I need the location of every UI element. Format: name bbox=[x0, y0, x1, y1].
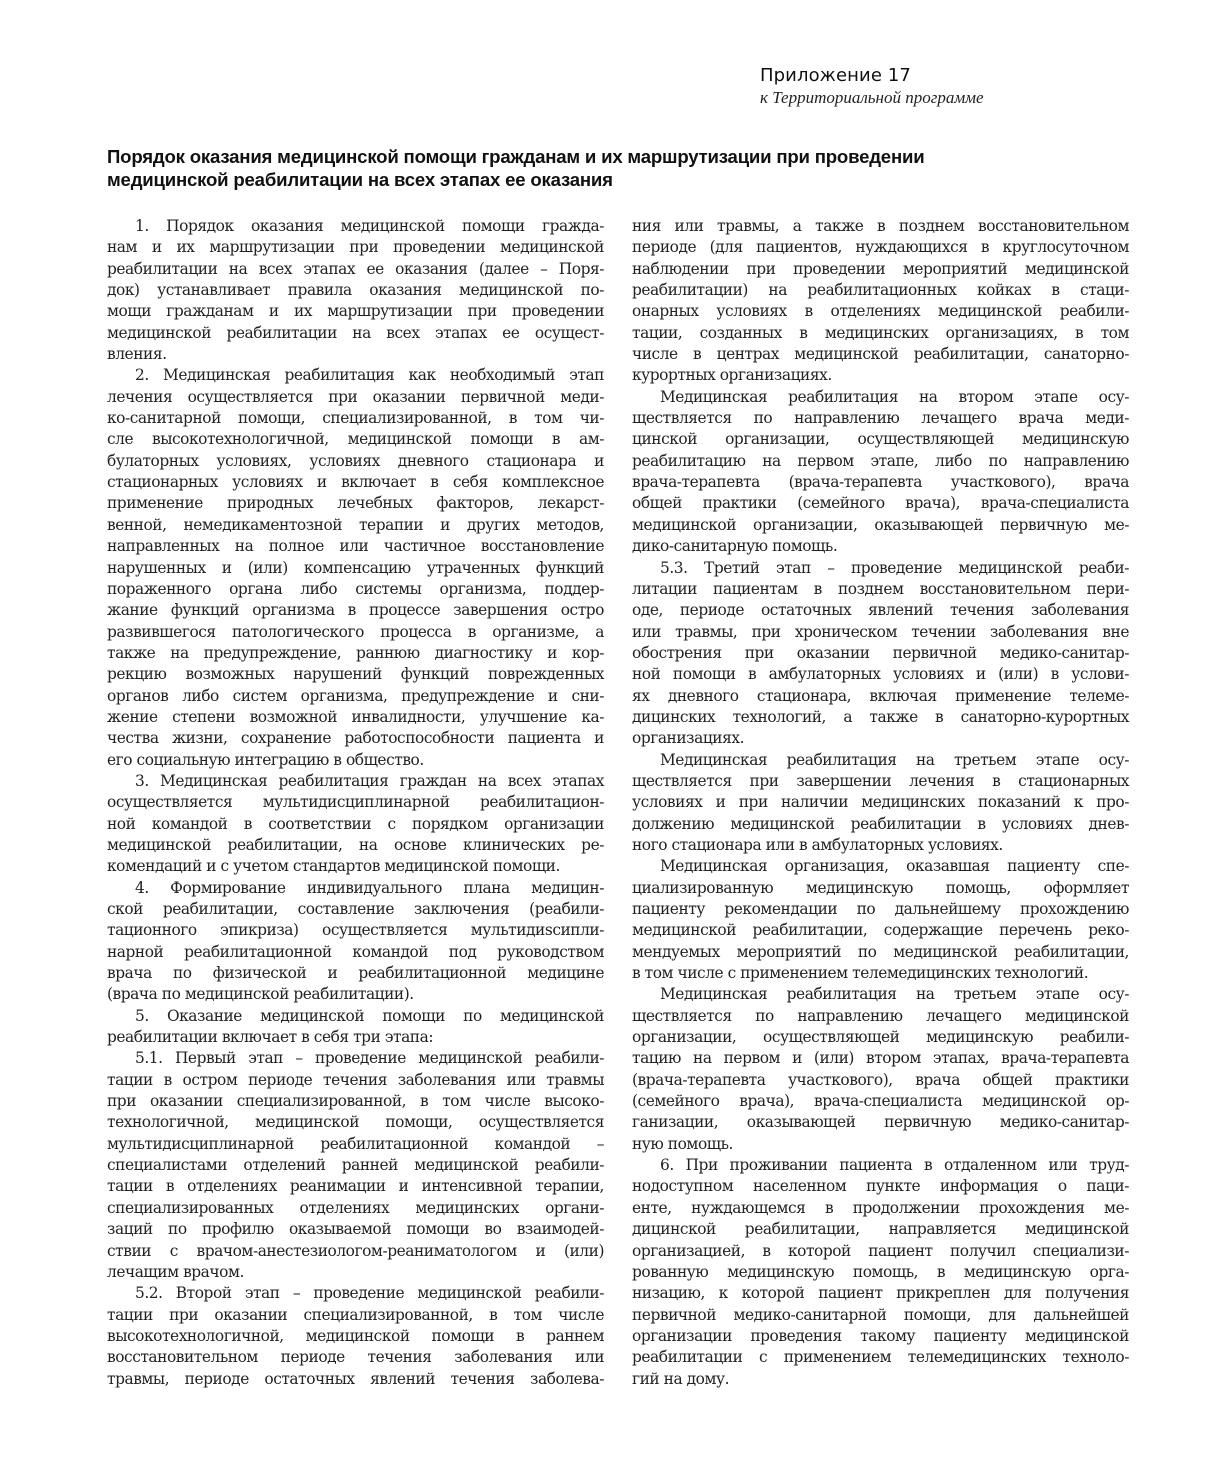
text-line: енте, нуждающемся в продолжении прохождения ме- bbox=[632, 1198, 1129, 1217]
text-line: тации при оказании специализированной, в том числе bbox=[107, 1305, 604, 1324]
text-line: обострения при оказании первичной медико-санитар- bbox=[632, 643, 1129, 662]
appendix-header bbox=[760, 64, 1060, 108]
text-line: первичной медико-санитарной помощи, для дальнейшей bbox=[632, 1305, 1129, 1324]
text-line: реабилитации на всех этапах ее оказания (далее – Поря- bbox=[107, 259, 604, 278]
appendix-title: Приложение 17 bbox=[760, 65, 911, 86]
text-line: ной помощи в амбулаторных условиях и (или) в услови- bbox=[632, 665, 1129, 684]
text-line: рекцию возможных нарушений функций поврежденных bbox=[107, 665, 604, 684]
text-line: булаторных условиях, условиях дневного стационара и bbox=[107, 451, 604, 470]
text-line: числе в центрах медицинской реабилитации, санаторно- bbox=[632, 345, 1129, 364]
text-line: организацией, в которой пациент получил специализи- bbox=[632, 1241, 1129, 1260]
text-line: комендаций и с учетом стандартов медицинской помощи. bbox=[107, 857, 560, 876]
text-line: ко-санитарной помощи, специализированной, в том чи- bbox=[107, 409, 604, 428]
text-line: высокотехнологичной, медицинской помощи в раннем bbox=[107, 1326, 604, 1345]
text-line: тации в остром периоде течения заболевания или травмы bbox=[107, 1070, 604, 1089]
text-line: в том числе с применением телемедицинских технологий. bbox=[632, 964, 1089, 983]
text-line: литации пациентам в позднем восстановительном пери- bbox=[632, 579, 1129, 598]
text-line: наблюдении при проведении мероприятий медицинской bbox=[632, 259, 1129, 278]
text-line: нарной реабилитационной командой под руководством bbox=[107, 942, 604, 961]
text-line: сле высокотехнологичной, медицинской помощи в ам- bbox=[107, 430, 604, 449]
text-line: ной командой в соответствии с порядком организации bbox=[107, 814, 604, 833]
text-line: органов либо систем организма, предупреждение и сни- bbox=[107, 686, 604, 705]
paragraph-p5-2 bbox=[107, 1283, 604, 1390]
text-line: 5.1. Первый этап – проведение медицинской реабили- bbox=[135, 1049, 604, 1068]
text-line: вления. bbox=[107, 345, 167, 364]
paragraph-p4 bbox=[107, 878, 604, 1006]
text-line: организации, осуществляющей медицинскую реабили- bbox=[632, 1028, 1129, 1047]
text-line: оде, периоде остаточных явлений течения заболевания bbox=[632, 601, 1129, 620]
document-title-line: Порядок оказания медицинской помощи гражданам и их маршрутизации при проведении bbox=[107, 146, 925, 167]
text-line: врача-терапевта (врача-терапевта участкового), врача bbox=[632, 473, 1129, 492]
text-line: ганизации, оказывающей первичную медико-санитар- bbox=[632, 1113, 1129, 1132]
text-line: лечения осуществляется при оказании первичной меди- bbox=[107, 387, 604, 406]
text-line: тации, созданных в медицинских организациях, в том bbox=[632, 323, 1129, 342]
text-line: док) устанавливает правила оказания медицинской по- bbox=[107, 281, 604, 300]
text-line: реабилитацию на первом этапе, либо по направлению bbox=[632, 451, 1129, 470]
text-line: цинской организации, осуществляющей медицинскую bbox=[632, 430, 1129, 449]
text-line: 1. Порядок оказания медицинской помощи гражда- bbox=[135, 217, 604, 235]
text-line: (семейного врача), врача-специалиста медицинской ор- bbox=[632, 1092, 1129, 1111]
text-line: или травмы, при хроническом течении заболевания вне bbox=[632, 622, 1129, 641]
text-line: мощи гражданам и их маршрутизации при проведении bbox=[107, 302, 604, 321]
text-line: онарных условиях в отделениях медицинской реабили- bbox=[632, 302, 1129, 321]
text-line: ществляется по направлению лечащего медицинской bbox=[632, 1006, 1129, 1025]
text-line: врача по физической и реабилитационной медицине bbox=[107, 964, 604, 983]
text-line: Медицинская реабилитация на третьем этапе осу- bbox=[660, 985, 1129, 1004]
text-line: низацию, к которой пациент прикреплен для получения bbox=[632, 1284, 1129, 1303]
text-line: ществляется по направлению лечащего врача меди- bbox=[632, 409, 1129, 428]
text-line: мендуемых мероприятий по медицинской реабилитации, bbox=[632, 942, 1129, 961]
text-line: тационного эпикриза) осуществляется мультидиscипли- bbox=[107, 921, 604, 940]
text-line: осуществляется мультидисциплинарной реабилитацион- bbox=[107, 793, 604, 812]
text-line: реабилитации с применением телемедицинских техноло- bbox=[632, 1348, 1129, 1367]
text-line: ную помощь. bbox=[632, 1134, 733, 1153]
paragraph-p6 bbox=[632, 1155, 1129, 1390]
text-line: также на предупреждение, раннюю диагностику и кор- bbox=[107, 643, 604, 662]
text-line: его социальную интеграцию в общество. bbox=[107, 750, 424, 769]
paragraph-p-third-stage-b bbox=[632, 984, 1129, 1155]
text-line: медицинской реабилитации на всех этапах ее осущест- bbox=[107, 323, 604, 342]
text-line: нам и их маршрутизации при проведении медицинской bbox=[107, 238, 604, 257]
text-line: (врача-терапевта участкового), врача общей практики bbox=[632, 1070, 1129, 1089]
text-line: специалистами отделений ранней медицинской реабили- bbox=[107, 1156, 604, 1175]
text-line: реабилитации включает в себя три этапа: bbox=[107, 1028, 434, 1047]
text-line: нодоступном населенном пункте информация о паци- bbox=[632, 1177, 1129, 1196]
text-line: медицинской реабилитации, на основе клинических ре- bbox=[107, 835, 604, 854]
text-line: стационарных условиях и включает в себя комплексное bbox=[107, 473, 604, 492]
paragraph-p3 bbox=[107, 771, 604, 878]
text-line: циализированную медицинскую помощь, оформляет bbox=[632, 878, 1129, 897]
paragraph-p5-1 bbox=[107, 1048, 604, 1283]
text-line: должению медицинской реабилитации в условиях днев- bbox=[632, 814, 1129, 833]
paragraph-p-second-stage bbox=[632, 387, 1129, 558]
right-column bbox=[632, 216, 1129, 1390]
text-line: пораженного органа либо системы организма, поддер- bbox=[107, 579, 604, 598]
text-line: медицинской организации, оказывающей первичную ме- bbox=[632, 515, 1129, 534]
text-line: гий на дому. bbox=[632, 1369, 730, 1388]
text-line: дицинских технологий, а также в санаторно-курортных bbox=[632, 707, 1129, 726]
text-line: направленных на полное или частичное восстановление bbox=[107, 537, 604, 556]
text-line: ской реабилитации, составление заключения (реабили- bbox=[107, 900, 604, 918]
text-line: курортных организациях. bbox=[632, 366, 832, 385]
text-line: тацию на первом и (или) втором этапах, врача-терапевта bbox=[632, 1049, 1129, 1068]
text-line: чества жизни, сохранение работоспособности пациента и bbox=[107, 729, 604, 748]
text-line: (врача по медицинской реабилитации). bbox=[107, 985, 414, 1004]
text-line: ществляется при завершении лечения в стационарных bbox=[632, 771, 1129, 790]
text-line: ния или травмы, а также в позднем восстановительном bbox=[632, 217, 1129, 235]
appendix-subtitle: к Территориальной программе bbox=[760, 88, 984, 107]
text-line: Медицинская организация, оказавшая пациенту спе- bbox=[660, 857, 1129, 876]
text-line: условиях и при наличии медицинских показаний к про- bbox=[632, 793, 1129, 812]
text-line: организациях. bbox=[632, 729, 745, 748]
text-line: ствии с врачом-анестезиологом-реаниматологом и (или) bbox=[107, 1241, 604, 1260]
paragraph-p5-2-cont bbox=[632, 216, 1129, 387]
text-line: Медицинская реабилитация на третьем этапе осу- bbox=[660, 750, 1129, 769]
text-line: 4. Формирование индивидуального плана медицин- bbox=[135, 878, 604, 897]
text-line: жение степени возможной инвалидности, улучшение ка- bbox=[107, 707, 604, 726]
document-title-line: медицинской реабилитации на всех этапах ее оказания bbox=[107, 169, 613, 190]
paragraph-p5 bbox=[107, 1006, 604, 1049]
text-line: заций по профилю оказываемой помощи во взаимодей- bbox=[107, 1220, 604, 1239]
text-line: Медицинская реабилитация на втором этапе осу- bbox=[660, 387, 1129, 406]
text-line: общей практики (семейного врача), врача-специалиста bbox=[632, 494, 1129, 513]
text-line: 2. Медицинская реабилитация как необходимый этап bbox=[135, 366, 604, 385]
text-line: лечащим врачом. bbox=[107, 1262, 244, 1281]
text-line: специализированных отделениях медицинских органи- bbox=[107, 1198, 604, 1217]
text-line: периоде (для пациентов, нуждающихся в круглосуточном bbox=[632, 238, 1129, 257]
text-line: 5.2. Второй этап – проведение медицинской реабили- bbox=[135, 1284, 604, 1303]
text-line: мультидисциплинарной реабилитационной командой – bbox=[107, 1134, 604, 1153]
text-line: 5. Оказание медицинской помощи по медицинской bbox=[135, 1006, 604, 1025]
text-line: пациенту рекомендации по дальнейшему прохождению bbox=[632, 900, 1129, 918]
text-line: ного стационара или в амбулаторных условиях. bbox=[632, 835, 1003, 854]
text-line: технологичной, медицинской помощи, осуществляется bbox=[107, 1113, 604, 1132]
text-line: дико-санитарную помощь. bbox=[632, 537, 838, 556]
paragraph-p-third-stage-a bbox=[632, 750, 1129, 857]
text-line: при оказании специализированной, в том числе высоко- bbox=[107, 1092, 604, 1111]
text-line: организации проведения такому пациенту медицинской bbox=[632, 1326, 1129, 1345]
text-line: жание функций организма в процессе завершения остро bbox=[107, 601, 604, 620]
text-line: реабилитации) на реабилитационных койках в стаци- bbox=[632, 281, 1129, 300]
text-line: медицинской реабилитации, содержащие перечень реко- bbox=[632, 921, 1129, 940]
paragraph-p-org bbox=[632, 856, 1129, 984]
left-column bbox=[107, 216, 604, 1390]
text-line: применение природных лечебных факторов, лекарст- bbox=[107, 494, 604, 513]
text-line: развившегося патологического процесса в организме, а bbox=[107, 622, 604, 641]
paragraph-p2 bbox=[107, 365, 604, 771]
text-line: 3. Медицинская реабилитация граждан на всех этапах bbox=[135, 771, 604, 790]
text-line: венной, немедикаментозной терапии и других методов, bbox=[107, 515, 604, 534]
paragraph-p5-3 bbox=[632, 558, 1129, 750]
text-line: нарушенных и (или) компенсацию утраченных функций bbox=[107, 558, 604, 577]
text-line: 5.3. Третий этап – проведение медицинской реаби- bbox=[660, 558, 1129, 577]
text-line: тации в отделениях реанимации и интенсивной терапии, bbox=[107, 1177, 604, 1196]
paragraph-p1 bbox=[107, 216, 604, 365]
document-title bbox=[107, 145, 1067, 191]
text-line: рованную медицинскую помощь, в медицинскую орга- bbox=[632, 1262, 1129, 1281]
text-line: травмы, периоде остаточных явлений течения заболева- bbox=[107, 1369, 604, 1388]
text-line: дицинской реабилитации, направляется медицинской bbox=[632, 1220, 1129, 1239]
text-line: ях дневного стационара, включая применение телеме- bbox=[632, 686, 1129, 705]
text-line: восстановительном периоде течения заболевания или bbox=[107, 1348, 604, 1367]
text-line: 6. При проживании пациента в отдаленном или труд- bbox=[660, 1156, 1129, 1175]
